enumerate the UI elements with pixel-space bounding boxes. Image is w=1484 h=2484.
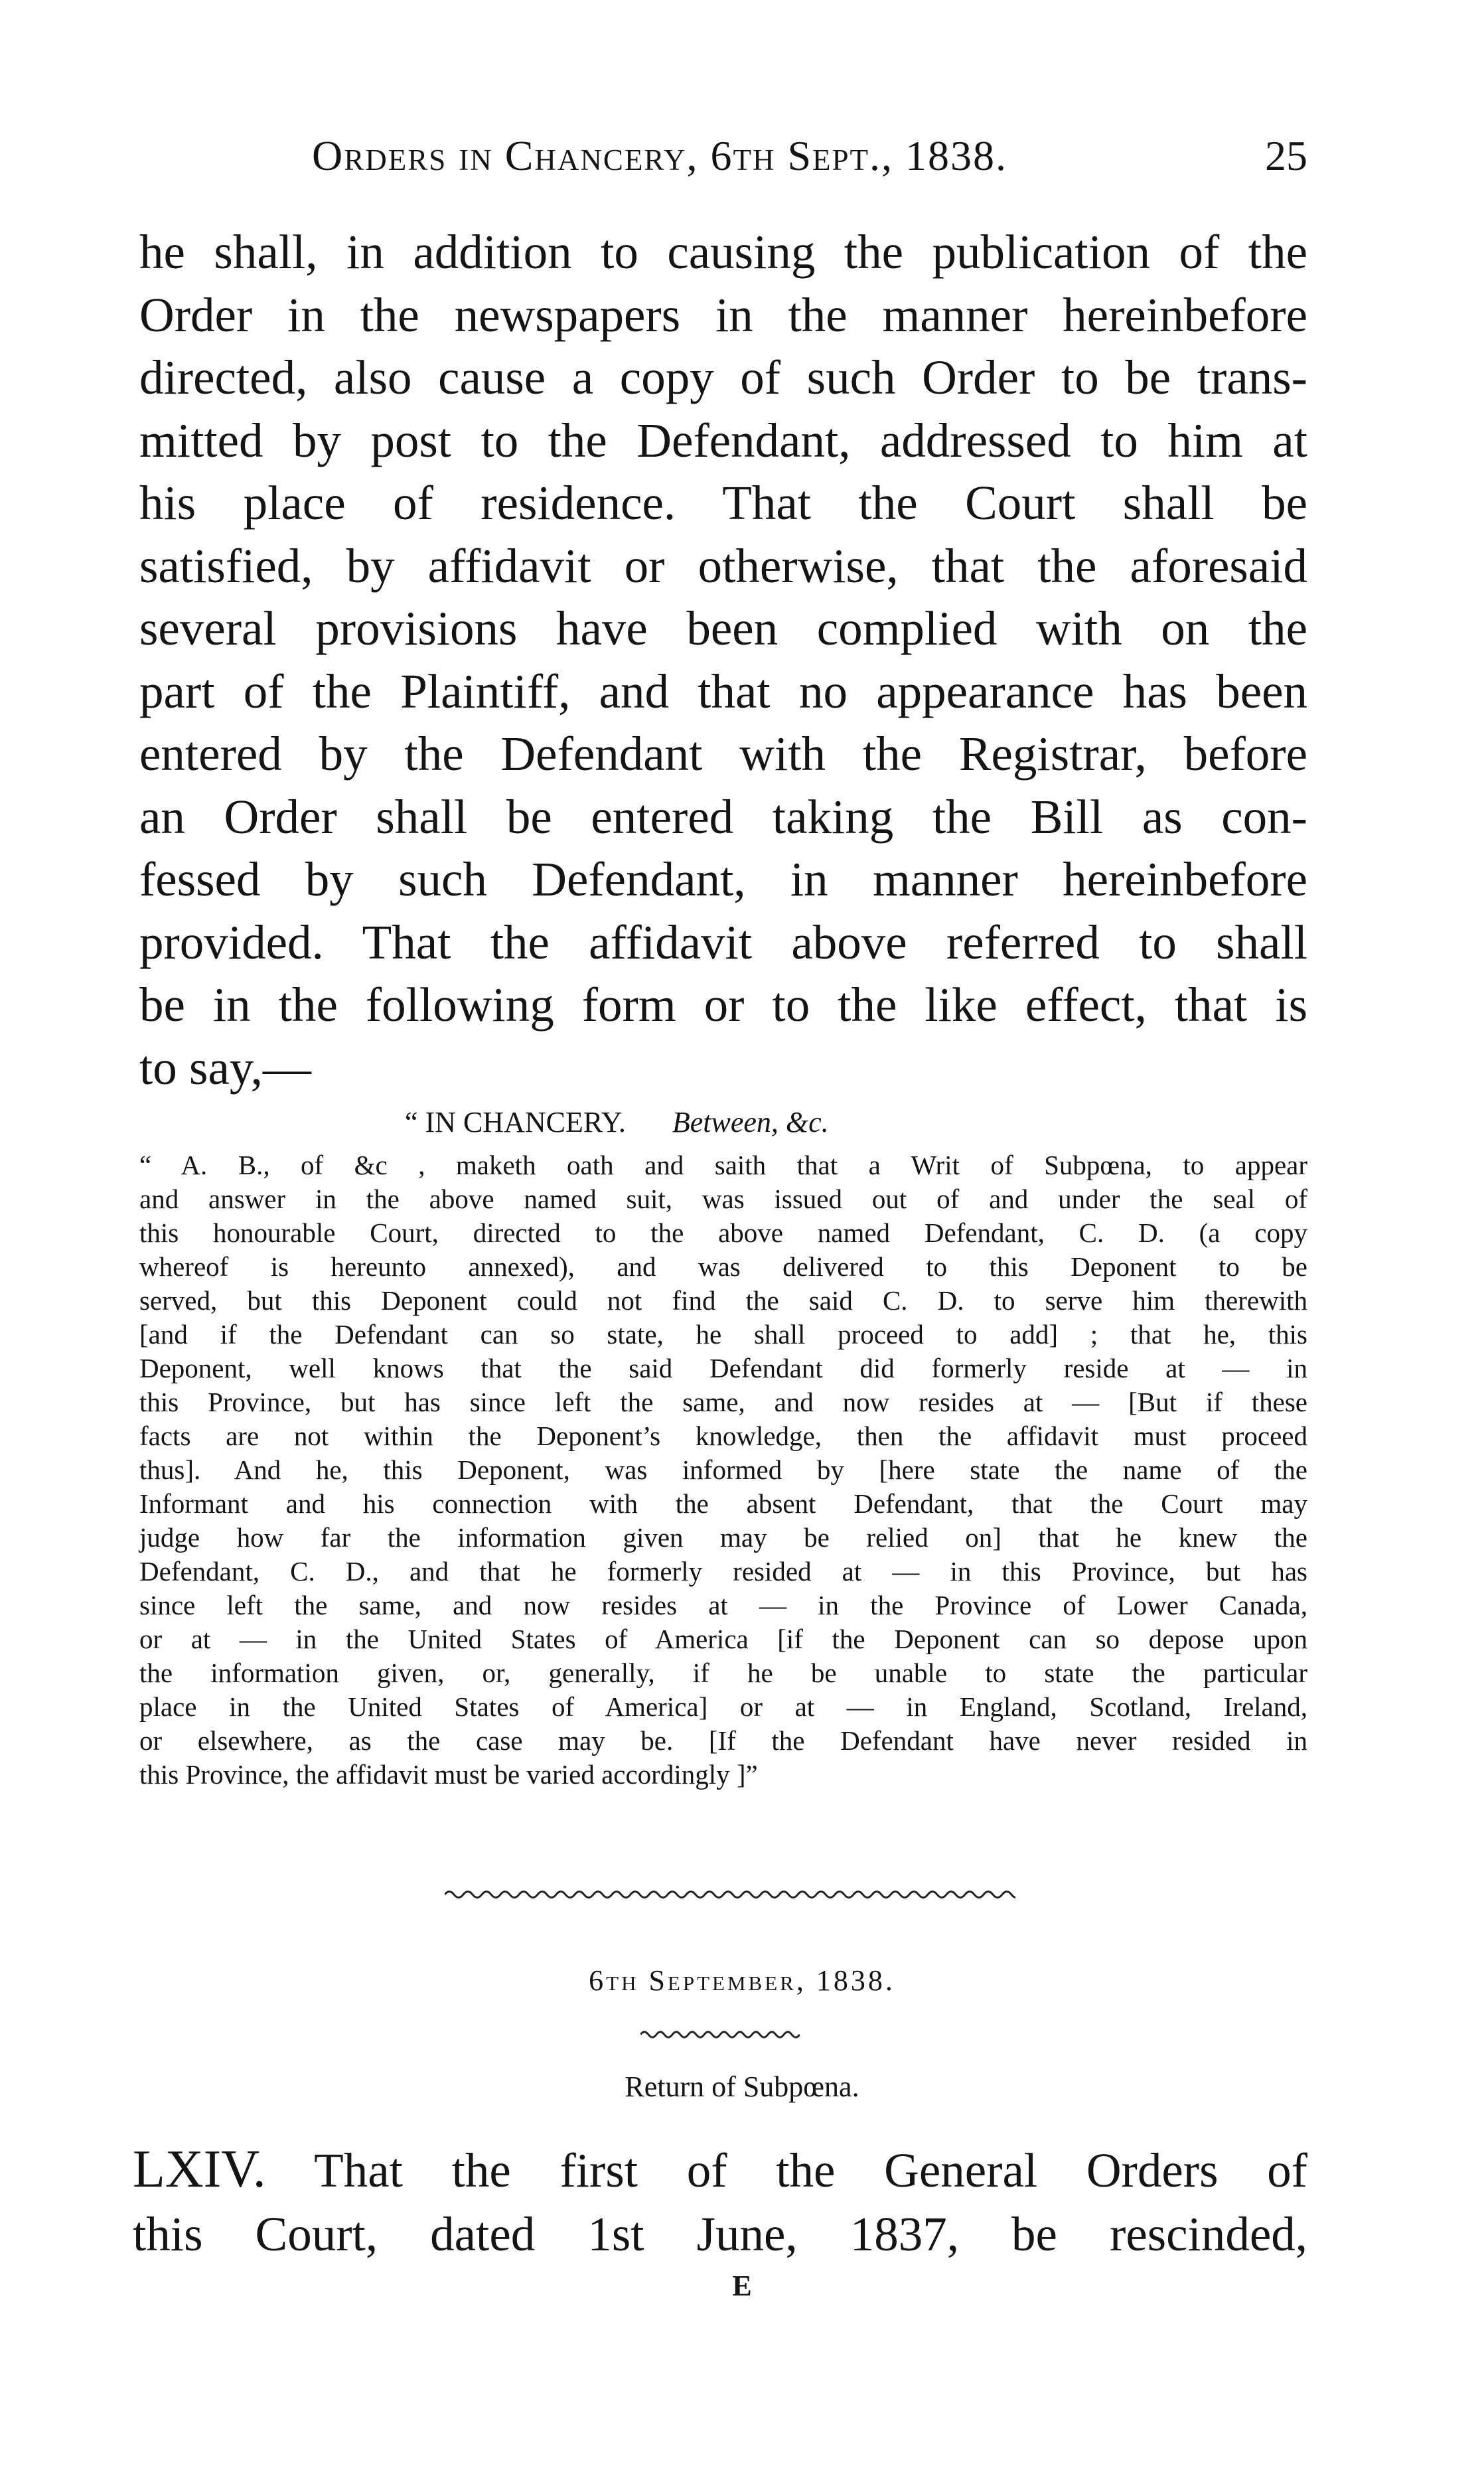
affidavit-line: “ A. B., of &c , maketh oath and saith that a Writ of Subpœna, to appear [139, 1150, 1307, 1180]
affidavit-heading [405, 1105, 829, 1139]
date-heading: 6th September, 1838. [589, 1964, 895, 1997]
affidavit-line: Informant and his connection with the absent Defendant, that the Court may [139, 1488, 1307, 1519]
affidavit-line: or at — in the United States of America [if the Deponent can so depose upon [139, 1624, 1307, 1654]
affidavit-line: served, but this Deponent could not find the said C. D. to serve him therewith [139, 1285, 1307, 1316]
court-heading: “ IN CHANCERY. [405, 1106, 626, 1138]
section-number: LXIV. [133, 2140, 266, 2199]
affidavit-line: thus]. And he, this Deponent, was informed by [here state the name of the [139, 1454, 1307, 1485]
body-line: he shall, in addition to causing the publication of the [139, 225, 1307, 279]
body-line: provided. That the affidavit above referred to shall [139, 915, 1307, 969]
body-line: mitted by post to the Defendant, addressed to him at [139, 413, 1307, 467]
body-line: be in the following form or to the like effect, that is [139, 978, 1307, 1032]
affidavit-line: whereof is hereunto annexed), and was delivered to this Deponent to be [139, 1251, 1307, 1282]
header-title: Orders in Chancery, 6th Sept., 1838. [312, 132, 1008, 179]
affidavit-line: since left the same, and now resides at — in the Province of Lower Canada, [139, 1590, 1307, 1620]
body-line: an Order shall be entered taking the Bill as con- [139, 789, 1307, 844]
section-text-1: That the first of the General Orders of [314, 2143, 1307, 2197]
affidavit-line: and answer in the above named suit, was issued out of and under the seal of [139, 1184, 1307, 1214]
section-line [133, 2137, 1307, 2203]
section-line: this Court, dated 1st June, 1837, be rescinded, [133, 2207, 1307, 2261]
page-number: 25 [1265, 132, 1307, 179]
affidavit-form [139, 1148, 1307, 1792]
affidavit-line: the information given, or, generally, if he be unable to state the particular [139, 1658, 1307, 1688]
body-line: entered by the Defendant with the Registrar, before [139, 727, 1307, 781]
body-line: his place of residence. That the Court shall be [139, 476, 1307, 530]
body-line: part of the Plaintiff, and that no appearance has been [139, 664, 1307, 718]
between-label: Between, &c. [672, 1106, 829, 1138]
affidavit-line: judge how far the information given may be relied on] that he knew the [139, 1522, 1307, 1553]
signature-mark: E [732, 2270, 752, 2302]
running-header [219, 131, 1307, 185]
body-line: several provisions have been complied with on the [139, 601, 1307, 655]
ornament-divider-long [445, 1887, 1015, 1902]
body-paragraph [139, 221, 1307, 1099]
affidavit-line: Deponent, well knows that the said Defendant did formerly reside at — in [139, 1353, 1307, 1383]
affidavit-line: place in the United States of America] or at — in England, Scotland, Ireland, [139, 1691, 1307, 1722]
body-line: Order in the newspapers in the manner hereinbefore [139, 287, 1307, 342]
section-lxiv [133, 2137, 1307, 2266]
body-line: directed, also cause a copy of such Order to be trans- [139, 350, 1307, 404]
affidavit-line: or elsewhere, as the case may be. [If the Defendant have never resided in [139, 1725, 1307, 1756]
ornament-divider-short [640, 2028, 800, 2041]
affidavit-line: [and if the Defendant can so state, he shall proceed to add] ; that he, this [139, 1319, 1307, 1350]
affidavit-line: this Province, the affidavit must be varied accordingly ]” [139, 1759, 758, 1790]
body-line: to say,— [139, 1040, 311, 1095]
affidavit-line: facts are not within the Deponent’s knowledge, then the affidavit must proceed [139, 1421, 1307, 1451]
affidavit-line: this honourable Court, directed to the above named Defendant, C. D. (a copy [139, 1217, 1307, 1248]
section-subtitle: Return of Subpœna. [625, 2070, 859, 2103]
affidavit-line: this Province, but has since left the same, and now resides at — [But if these [139, 1387, 1307, 1417]
body-line: satisfied, by affidavit or otherwise, that the aforesaid [139, 538, 1307, 593]
affidavit-line: Defendant, C. D., and that he formerly resided at — in this Province, but has [139, 1556, 1307, 1587]
body-line: fessed by such Defendant, in manner hereinbefore [139, 852, 1307, 906]
